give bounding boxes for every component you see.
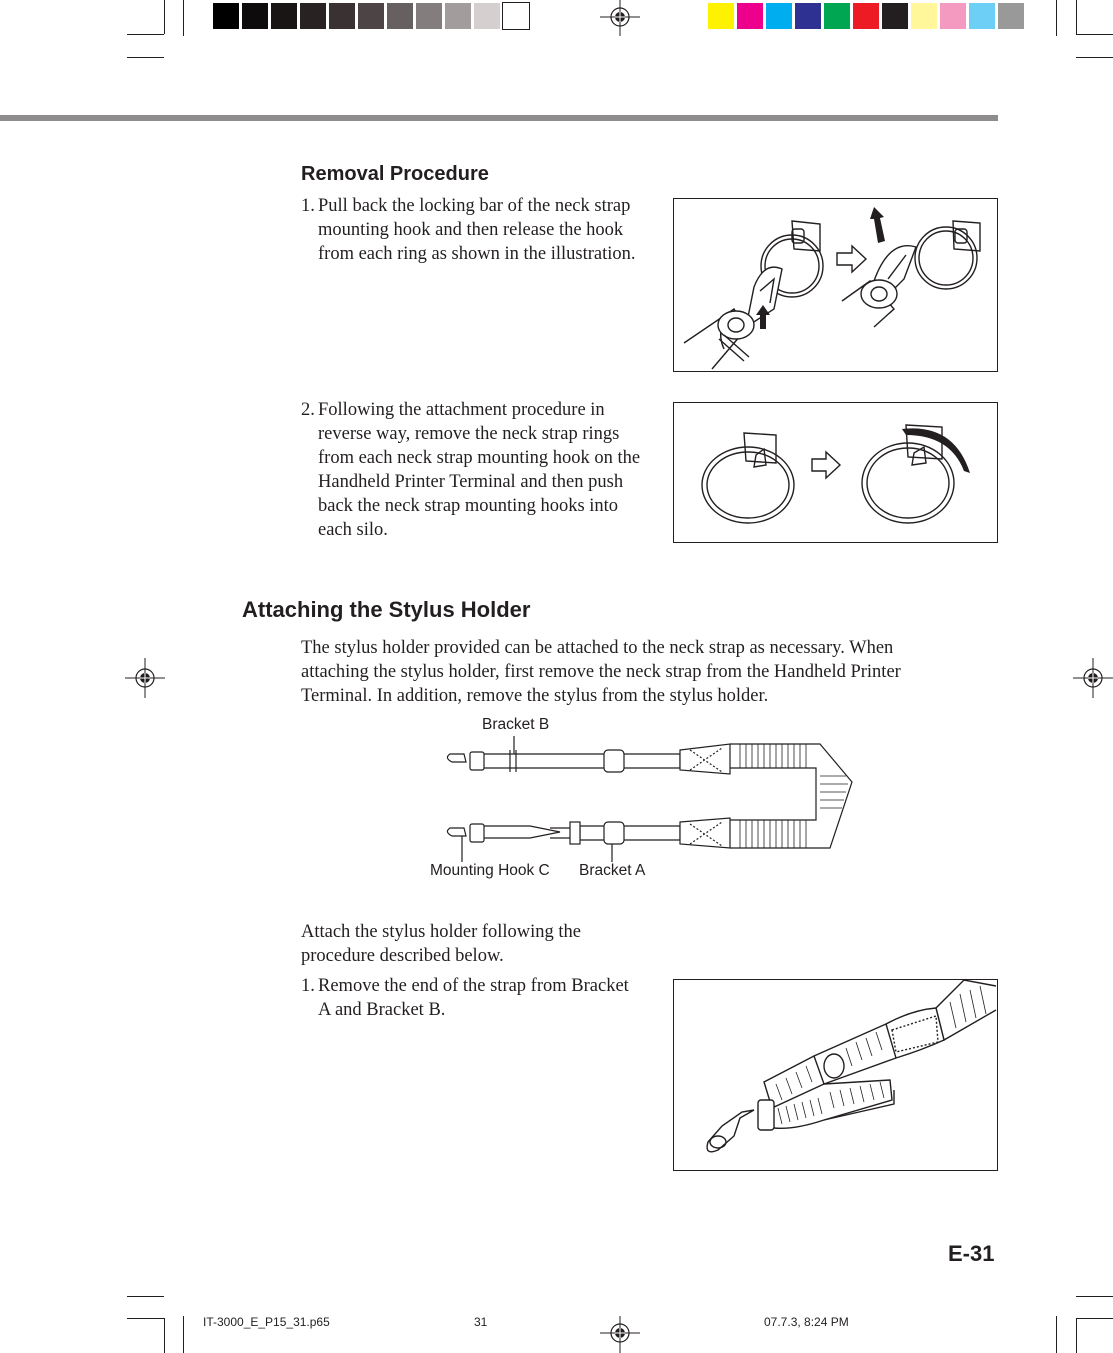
removal-step-2 (301, 398, 646, 542)
stylus-intro: The stylus holder provided can be attached to the neck strap as necessary. When attaching the stylus holder, first remove the neck strap from the Handheld Printer Terminal. In addition, remove the stylus from the stylus holder. (301, 638, 901, 706)
crop-mark (127, 57, 164, 58)
step-number: 1. (301, 976, 315, 996)
strap-end-illustration (673, 979, 998, 1171)
header-rule (0, 115, 998, 121)
crop-mark (183, 0, 184, 36)
registration-mark-icon (600, 1316, 640, 1353)
color-swatch (271, 3, 297, 29)
color-swatch (445, 3, 471, 29)
color-swatch (795, 3, 821, 29)
color-swatch (882, 3, 908, 29)
color-swatch (474, 3, 500, 29)
color-swatch (213, 3, 239, 29)
step-text: Following the attachment procedure in reverse way, remove the neck strap rings from each neck strap mounting hook on the Handheld Printer Terminal and then push back the neck strap mounting hooks into each silo. (318, 400, 641, 540)
color-swatch (940, 3, 966, 29)
removal-heading: Removal Procedure (301, 163, 489, 185)
crop-mark (127, 34, 164, 35)
crop-mark (1056, 1316, 1057, 1353)
color-swatch (853, 3, 879, 29)
color-swatch (329, 3, 355, 29)
crop-mark (164, 1318, 165, 1353)
color-swatch (969, 3, 995, 29)
color-swatch (708, 3, 734, 29)
step-text: Pull back the locking bar of the neck strap mounting hook and then release the hook from each ring as shown in the illustration. (318, 196, 636, 264)
crop-mark (1076, 34, 1113, 35)
step-text: Remove the end of the strap from Bracket A and Bracket B. (318, 976, 629, 1020)
color-calibration-bar (708, 0, 1028, 32)
color-swatch (416, 3, 442, 29)
strap-label-mounting-hook-c: Mounting Hook C (430, 862, 550, 879)
strap-label-bracket-b: Bracket B (482, 716, 550, 733)
page-number: E-31 (948, 1241, 995, 1266)
crop-mark (1056, 0, 1057, 36)
registration-mark-icon (600, 0, 640, 36)
crop-mark (1076, 1318, 1077, 1353)
grayscale-calibration-bar (213, 0, 531, 32)
registration-mark-icon (1073, 658, 1113, 698)
removal-step-1 (301, 194, 646, 266)
color-swatch (998, 3, 1024, 29)
step-number: 1. (301, 196, 315, 216)
step-number: 2. (301, 400, 315, 420)
crop-mark (1076, 0, 1077, 34)
stylus-step-1 (301, 974, 641, 1022)
crop-mark (1076, 57, 1113, 58)
color-swatch (824, 3, 850, 29)
color-swatch (387, 3, 413, 29)
color-swatch (503, 3, 529, 29)
strap-label-bracket-a: Bracket A (579, 862, 646, 879)
color-swatch (911, 3, 937, 29)
color-swatch (766, 3, 792, 29)
neck-strap-diagram (440, 736, 860, 862)
color-swatch (300, 3, 326, 29)
footer-date: 07.7.3, 8:24 PM (764, 1315, 849, 1329)
color-swatch (358, 3, 384, 29)
crop-mark (127, 1318, 164, 1319)
registration-mark-icon (125, 658, 165, 698)
footer-filename: IT-3000_E_P15_31.p65 (203, 1315, 330, 1329)
ring-removal-illustration (673, 402, 998, 543)
hook-release-illustration (673, 198, 998, 372)
crop-mark (1076, 1318, 1113, 1319)
crop-mark (164, 0, 165, 34)
footer-page: 31 (474, 1315, 488, 1329)
color-swatch (242, 3, 268, 29)
stylus-heading: Attaching the Stylus Holder (242, 597, 531, 622)
color-swatch (737, 3, 763, 29)
crop-mark (183, 1316, 184, 1353)
crop-mark (1076, 1296, 1113, 1297)
follow-text: Attach the stylus holder following the procedure described below. (301, 922, 582, 966)
crop-mark (127, 1296, 164, 1297)
